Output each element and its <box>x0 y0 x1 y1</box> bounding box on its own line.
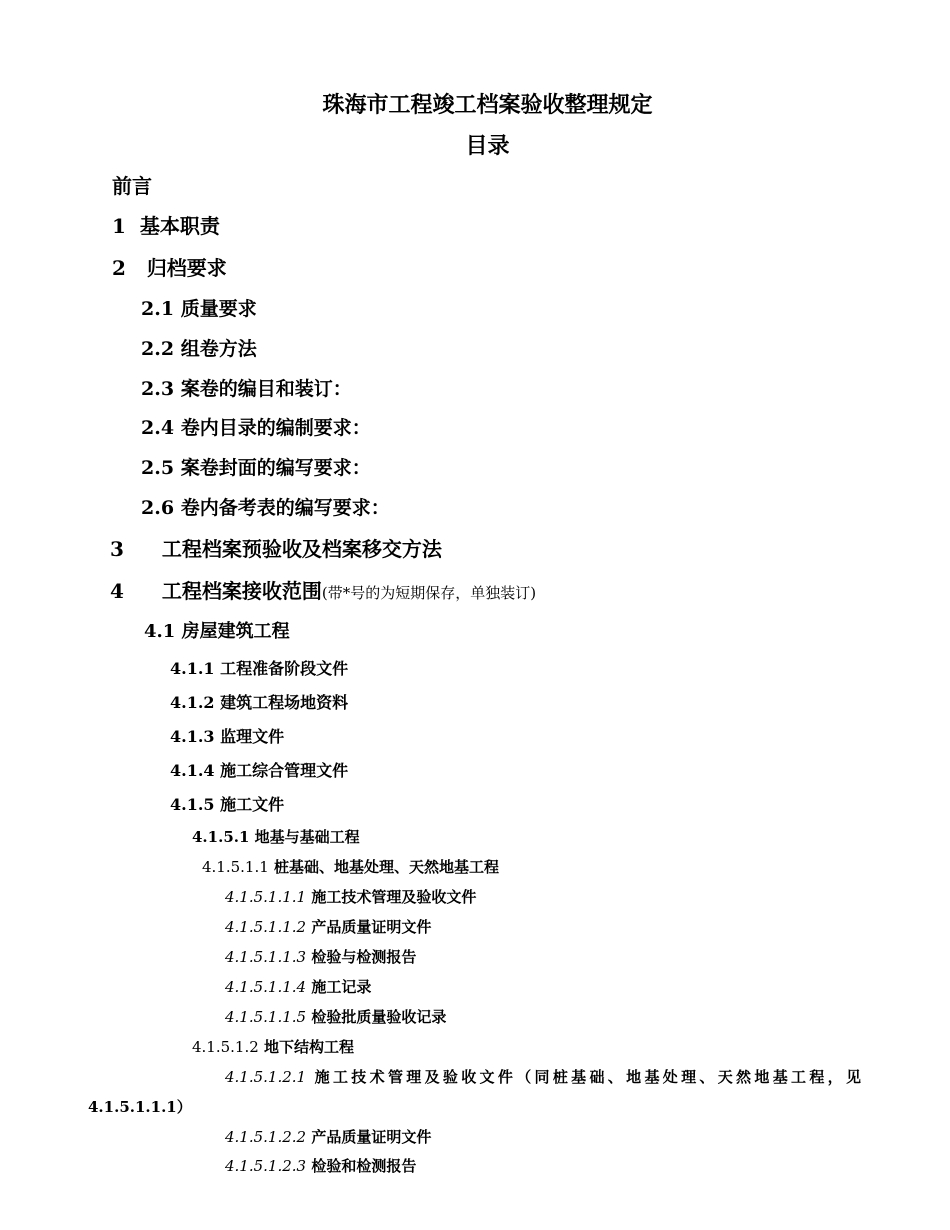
toc-label: 案卷的编目和装订： <box>180 378 352 400</box>
toc-item-4-1-5-1-2[interactable] <box>192 1036 354 1057</box>
toc-item-preface[interactable]: 前言 <box>112 174 152 198</box>
toc-label: 建筑工程场地资料 <box>220 693 349 712</box>
toc-item-4-1-5-1-2-3[interactable] <box>225 1155 416 1176</box>
toc-item-4-1-5-1-2-2[interactable] <box>225 1126 431 1147</box>
toc-number: 4.1.3 <box>170 727 215 746</box>
toc-label: 工程档案接收范围 <box>161 579 322 603</box>
toc-number: 3 <box>110 537 124 561</box>
toc-item-4-1-5-1-1-1[interactable] <box>225 886 476 907</box>
toc-label: 产品质量证明文件 <box>311 1128 432 1146</box>
toc-number: 2.2 <box>141 338 175 360</box>
toc-label: 质量要求 <box>180 298 257 320</box>
toc-item-2-4[interactable] <box>141 413 371 440</box>
toc-item-4-1-5-1[interactable] <box>192 826 360 847</box>
toc-label: 工程档案预验收及档案移交方法 <box>161 537 442 561</box>
toc-label: 检验和检测报告 <box>311 1157 417 1175</box>
toc-heading: 目录 <box>465 133 510 159</box>
toc-number: 4.1.5.1.2.1 <box>225 1068 307 1086</box>
toc-number: 4.1.5.1.1.4 <box>225 978 307 996</box>
toc-label: 卷内目录的编制要求： <box>180 417 371 439</box>
toc-item-2-1[interactable] <box>141 294 257 321</box>
toc-label: 施工技术管理及验收文件（同桩基础、地基处理、天然地基工程，见 <box>314 1068 861 1086</box>
toc-number: 2.1 <box>141 298 175 320</box>
toc-label: 房屋建筑工程 <box>181 621 290 642</box>
toc-label: 施工综合管理文件 <box>220 761 349 780</box>
toc-number: 2.3 <box>141 378 175 400</box>
toc-item-4-1-5-1-1[interactable] <box>202 856 499 877</box>
toc-item-2-3[interactable] <box>141 374 352 401</box>
toc-label: 案卷封面的编写要求： <box>180 457 371 479</box>
toc-number: 4.1.5.1.2.2 <box>225 1128 307 1146</box>
toc-number: 4.1 <box>144 621 176 642</box>
toc-number: 4.1.5 <box>170 795 215 814</box>
toc-item-2-5[interactable] <box>141 453 371 480</box>
toc-number: 4.1.5.1.2 <box>192 1038 259 1056</box>
toc-label: 检验与检测报告 <box>311 948 417 966</box>
toc-number: 2 <box>112 256 126 280</box>
toc-label: 工程准备阶段文件 <box>220 659 349 678</box>
toc-item-2-2[interactable] <box>141 334 257 361</box>
toc-item-4-1-4[interactable] <box>170 758 348 781</box>
toc-label: 地下结构工程 <box>264 1038 355 1056</box>
toc-item-2-6[interactable] <box>141 493 390 520</box>
toc-label: 归档要求 <box>146 256 227 280</box>
toc-item-4-1-5-1-1-2[interactable] <box>225 916 431 937</box>
toc-number: 4.1.5.1 <box>192 828 250 846</box>
toc-item-4-1[interactable] <box>144 617 290 643</box>
toc-label: 组卷方法 <box>180 338 257 360</box>
toc-label: 产品质量证明文件 <box>311 918 432 936</box>
toc-number: 2.5 <box>141 457 175 479</box>
toc-item-4-1-5-1-1-5[interactable] <box>225 1006 446 1027</box>
toc-number: 2.4 <box>141 417 175 439</box>
toc-number: 4.1.5.1.1.3 <box>225 948 307 966</box>
toc-label: 施工文件 <box>220 795 285 814</box>
toc-item-4-1-5-1-1-4[interactable] <box>225 976 371 997</box>
toc-label: 桩基础、地基处理、天然地基工程 <box>274 858 500 876</box>
toc-item-4-1-2[interactable] <box>170 690 348 713</box>
toc-item-2[interactable] <box>112 252 227 281</box>
toc-number: 4.1.4 <box>170 761 215 780</box>
toc-item-1[interactable] <box>112 210 220 239</box>
toc-label: 施工技术管理及验收文件 <box>311 888 477 906</box>
toc-item-4-1-5-1-2-1[interactable] <box>225 1066 861 1087</box>
toc-label: 监理文件 <box>220 727 285 746</box>
toc-label: 检验批质量验收记录 <box>311 1008 447 1026</box>
document-title: 珠海市工程竣工档案验收整理规定 <box>322 92 653 118</box>
toc-label: 施工记录 <box>311 978 372 996</box>
toc-label: 地基与基础工程 <box>254 828 360 846</box>
toc-number: 4.1.5.1.2.3 <box>225 1157 307 1175</box>
toc-number: 4.1.5.1.1 <box>202 858 269 876</box>
toc-number: 4 <box>110 579 124 603</box>
toc-number: 2.6 <box>141 497 175 519</box>
toc-item-4-1-1[interactable] <box>170 656 348 679</box>
toc-item-continuation: 4.1.5.1.1.1） <box>88 1098 192 1116</box>
toc-number: 4.1.1 <box>170 659 215 678</box>
toc-item-4[interactable] <box>110 575 536 604</box>
toc-item-4-1-5-1-1-3[interactable] <box>225 946 416 967</box>
toc-number: 4.1.2 <box>170 693 215 712</box>
toc-number: 4.1.5.1.1.1 <box>225 888 307 906</box>
toc-item-3[interactable] <box>110 533 442 562</box>
toc-number: 1 <box>112 214 126 238</box>
toc-label: 卷内备考表的编写要求： <box>180 497 390 519</box>
toc-number: 4.1.5.1.1.2 <box>225 918 307 936</box>
toc-label: 基本职责 <box>139 214 220 238</box>
toc-note: (带*号的为短期保存，单独装订) <box>321 584 537 602</box>
toc-item-4-1-5[interactable] <box>170 792 284 815</box>
toc-item-4-1-3[interactable] <box>170 724 284 747</box>
toc-number: 4.1.5.1.1.5 <box>225 1008 307 1026</box>
